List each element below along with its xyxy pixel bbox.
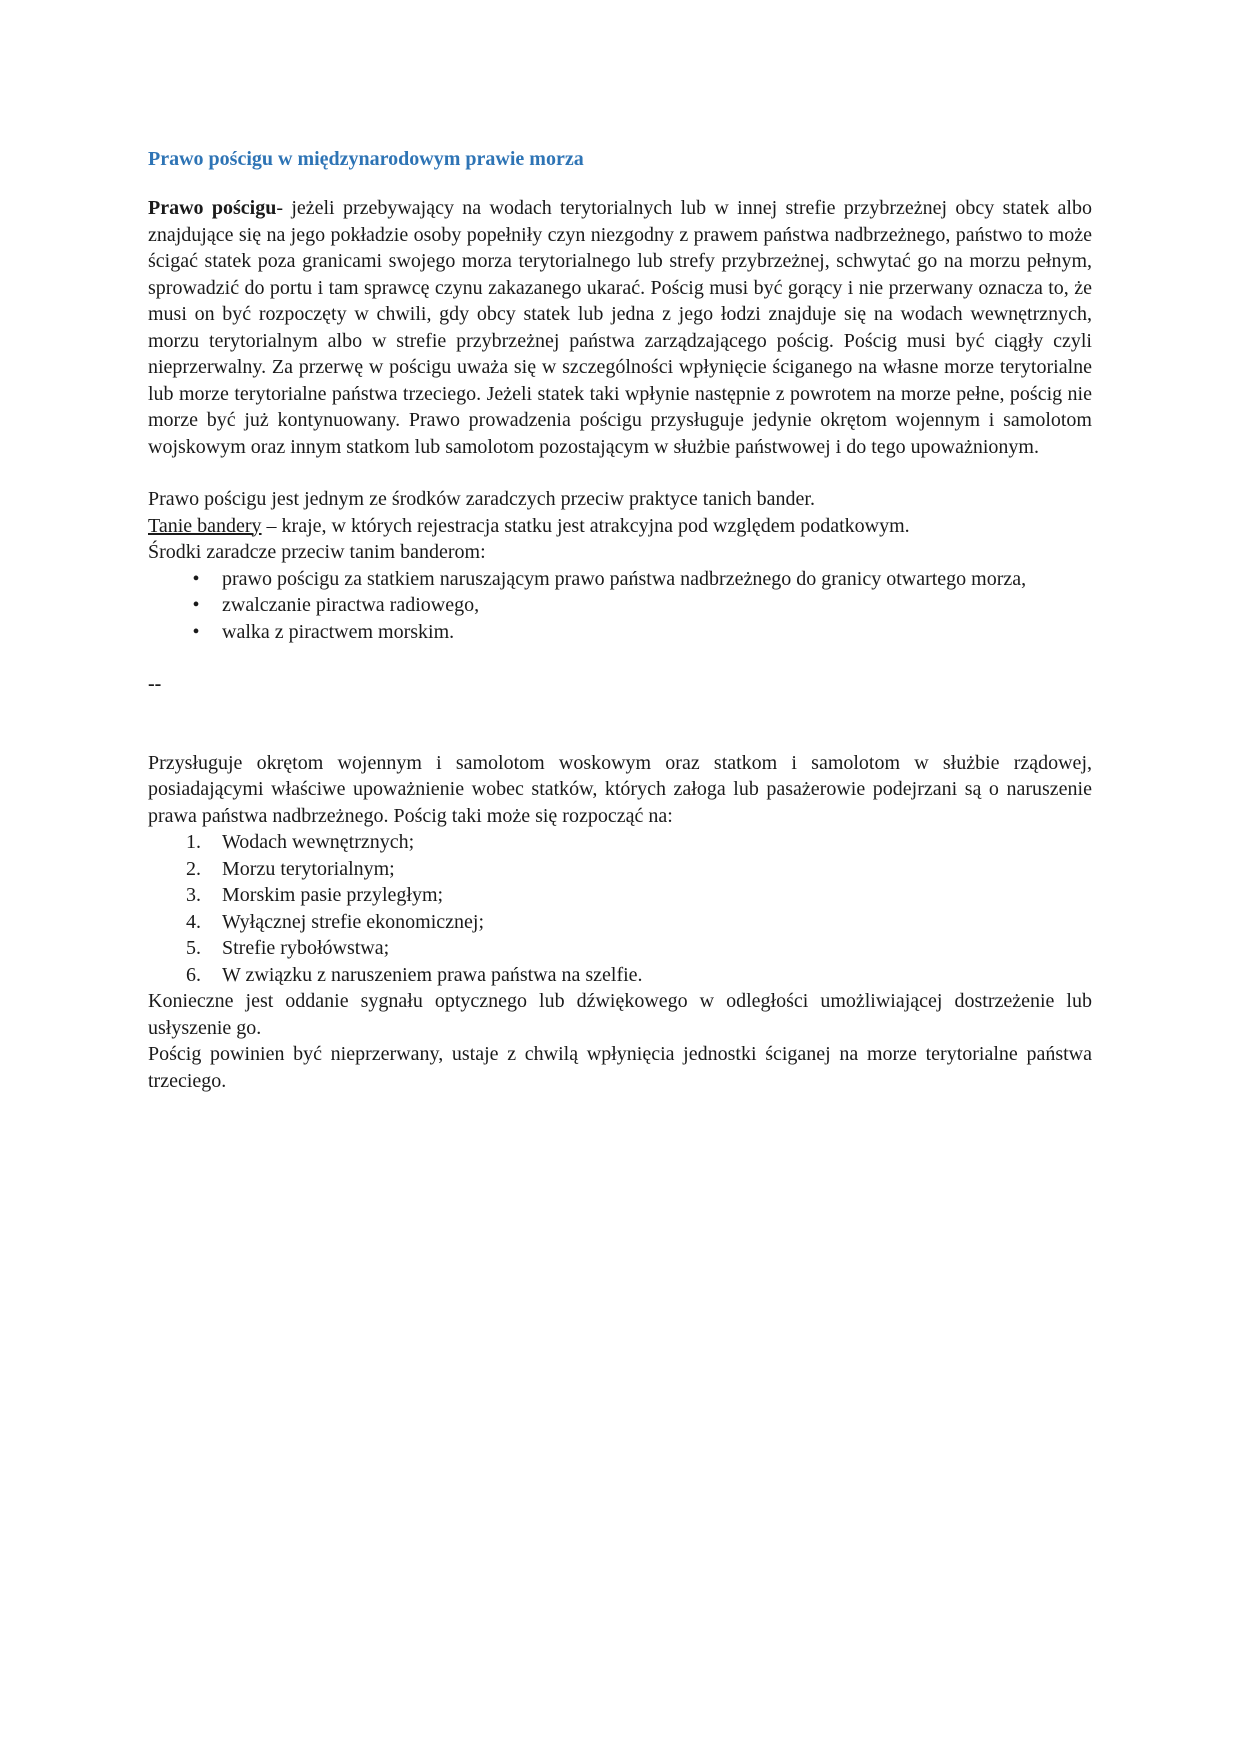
list-item-text: walka z piractwem morskim. <box>222 620 455 643</box>
list-item <box>148 856 1092 883</box>
list-item-text: zwalczanie piractwa radiowego, <box>222 594 480 616</box>
section2-line3: Środki zaradcze przeciw tanim banderom: <box>148 541 486 563</box>
section2-line1: Prawo pościgu jest jednym ze środków zaradczych przeciw praktyce tanich bander. <box>148 488 815 510</box>
list-item <box>148 566 1092 593</box>
list-item-text: Morskim pasie przyległym; <box>222 884 444 906</box>
definition-text: - jeżeli przebywający na wodach terytorialnych lub w innej strefie przybrzeżnej obcy statek albo znajdujące się na jego pokładzie osoby popełniły czyn niezgodny z prawem państwa nadbrzeżnego, państwo to może ścigać statek poza granicami swojego morza terytorialnego lub strefy przybrzeżnej, schwytać go na morzu pełnym, sprowadzić do portu i tam sprawcę czynu zakazanego ukarać. Pościg musi być gorący i nie przerwany oznacza to, że musi on być rozpoczęty w chwili, gdy obcy statek lub jedna z jego łodzi znajduje się na wodach wewnętrznych, morzu terytorialnym albo w strefie przybrzeżnej państwa zarządzającego pościg. Pościg musi być ciągły czyli nieprzerwalny. Za przerwę w pościgu uważa się w szczególności wpłynięcie ściganego na własne morze terytorialne lub morze terytorialne państwa trzeciego. Jeżeli statek taki wpłynie następnie z powrotem na morze pełne, pościg nie morze być już kontynuowany. Prawo prowadzenia pościgu przysługuje jedynie okrętom wojennym i samolotom wojskowym oraz innym statkom lub samolotom pozostającym w służbie państwowej i do tego upoważnionym. <box>148 197 1092 458</box>
list-item-text: Morzu terytorialnym; <box>222 857 395 880</box>
cheap-flags-text: – kraje, w których rejestracja statku jest atrakcyjna pod względem podatkowym. <box>261 514 910 537</box>
list-item <box>148 882 1092 909</box>
pursuit-start-list <box>148 829 1092 988</box>
list-item-text: Strefie rybołówstwa; <box>222 937 390 959</box>
definition-paragraph <box>148 195 1092 460</box>
document-page <box>148 146 1092 1094</box>
list-number: 1. <box>186 831 201 853</box>
list-item-text: prawo pościgu za statkiem naruszającym prawo państwa nadbrzeżnego do granicy otwartego morza, <box>222 567 1027 590</box>
bullet-icon: • <box>192 620 200 643</box>
list-number: 5. <box>186 937 201 959</box>
list-item <box>148 962 1092 989</box>
definition-term: Prawo pościgu <box>148 197 277 219</box>
list-item-text: Wodach wewnętrznych; <box>222 831 415 853</box>
signal-paragraph: Konieczne jest oddanie sygnału optycznego lub dźwiękowego w odległości umożliwiającej dostrzeżenie lub usłyszenie go. <box>148 990 1092 1039</box>
document-title: Prawo pościgu w międzynarodowym prawie morza <box>148 148 584 170</box>
list-item-text: Wyłącznej strefie ekonomicznej; <box>222 910 485 933</box>
continuity-paragraph: Pościg powinien być nieprzerwany, ustaje z chwilą wpłynięcia jednostki ściganej na morze terytorialne państwa trzeciego. <box>148 1043 1092 1092</box>
bullet-icon: • <box>192 594 200 616</box>
list-number: 3. <box>186 884 201 906</box>
list-item <box>148 935 1092 962</box>
remedies-list <box>148 566 1092 646</box>
cheap-flags-term: Tanie bandery <box>148 514 262 537</box>
section3-intro: Przysługuje okrętom wojennym i samolotom woskowym oraz statkom i samolotom w służbie rządowej, posiadającymi właściwe upoważnienie wobec statków, których załoga lub pasażerowie podejrzani są o naruszenie prawa państwa nadbrzeżnego. Pościg taki może się rozpocząć na: <box>148 751 1092 827</box>
separator: -- <box>148 673 162 695</box>
bullet-icon: • <box>192 567 200 590</box>
list-number: 6. <box>186 963 201 986</box>
list-item <box>148 829 1092 856</box>
list-number: 4. <box>186 910 201 933</box>
list-item <box>148 592 1092 619</box>
list-item-text: W związku z naruszeniem prawa państwa na szelfie. <box>222 963 643 986</box>
list-number: 2. <box>186 857 201 880</box>
cheap-flags-definition <box>148 513 1092 540</box>
list-item <box>148 619 1092 646</box>
list-item <box>148 909 1092 936</box>
